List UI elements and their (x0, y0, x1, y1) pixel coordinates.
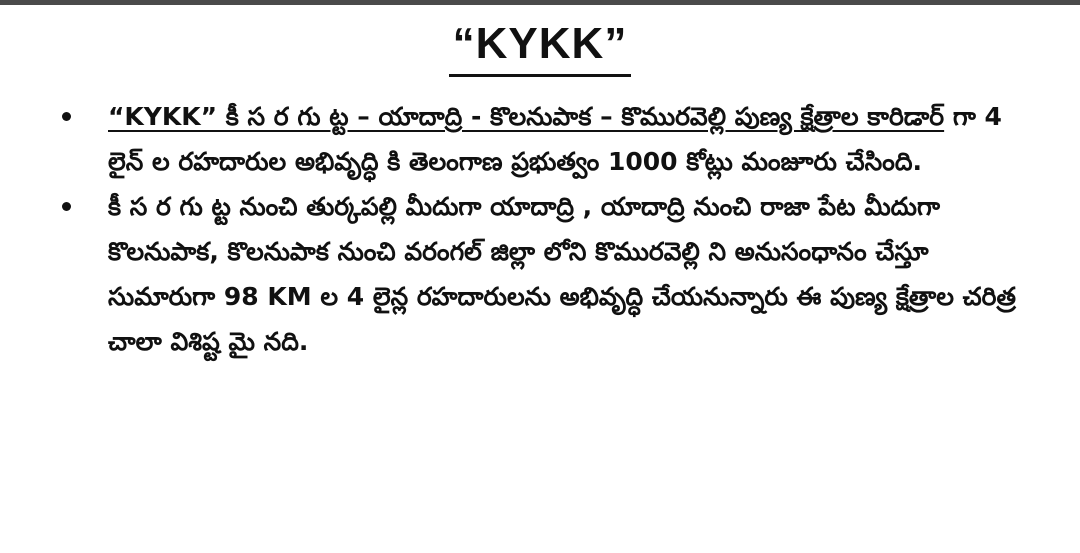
bullet-dot-icon (62, 202, 71, 211)
top-border-bar (0, 0, 1080, 5)
slide-title-text: “KYKK” (449, 18, 632, 77)
bullet-corridor-rest: గా 4 లైన్ ల రహదారుల అభివృద్ధి కి తెలంగాణ ప్రభుత్వం 1000 కోట్లు మంజూరు చేసింది. (108, 102, 1002, 176)
bullet-list (62, 94, 1022, 364)
bullet-item-corridor (62, 94, 1022, 184)
bullet-item-route (62, 184, 1022, 364)
bullet-route-text: కీ స ర గు ట్ట నుంచి తుర్కపల్లి మీదుగా యాదాద్రి , యాదాద్రి నుంచి రాజా పేట మీదుగా కొలనుపాక, కొలనుపాక నుంచి వరంగల్ జిల్లా లోని కొమురవెల్లి ని అనుసంధానం చేస్తూ సుమారుగా 98 KM ల 4 లైన్ల రహదారులను అభివృద్ధి చేయనున్నారు ఈ పుణ్య క్షేత్రాల చరిత్ర చాలా విశిష్ట మై నది. (108, 192, 1016, 356)
slide-title (0, 18, 1080, 77)
bullet-corridor-lead: “KYKK” కీ స ర గు ట్ట – యాదాద్రి - కొలనుపాక – కొమురవెల్లి పుణ్య క్షేత్రాల కారిడార్ (108, 102, 945, 131)
bullet-dot-icon (62, 112, 71, 121)
